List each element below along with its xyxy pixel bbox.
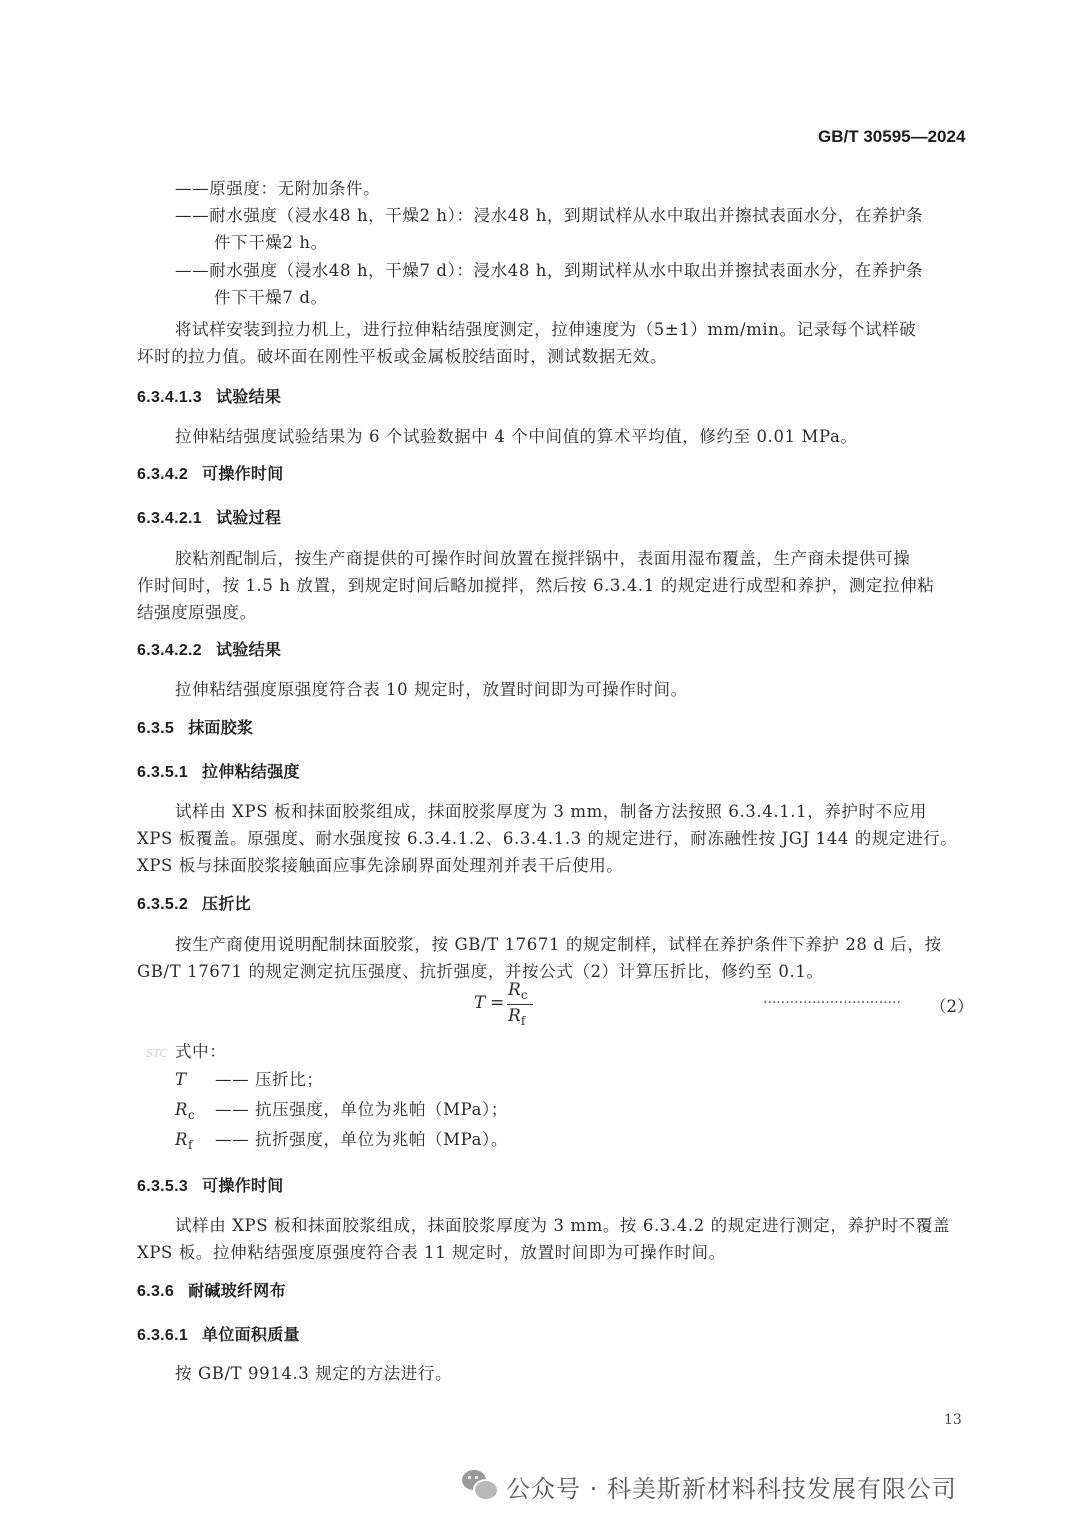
variable-description: —— 抗折强度，单位为兆帕（MPa）。 bbox=[215, 1130, 508, 1149]
paragraph-line: 拉伸粘结强度试验结果为 6 个试验数据中 4 个中间值的算术平均值，修约至 0.01 MPa。 bbox=[175, 427, 858, 446]
section-title: 抹面胶浆 bbox=[188, 720, 254, 737]
wechat-icon bbox=[462, 1470, 498, 1500]
section-number: 6.3.5 bbox=[137, 720, 175, 737]
section-number: 6.3.6.1 bbox=[137, 1327, 189, 1344]
formula-lhs: T bbox=[474, 993, 486, 1013]
paragraph-line: 胶粘剂配制后，按生产商提供的可操作时间放置在搅拌锅中，表面用湿布覆盖，生产商未提供可操 bbox=[175, 549, 911, 568]
section-heading bbox=[137, 505, 281, 528]
paragraph-line: XPS 板与抹面胶浆接触面应事先涂刷界面处理剂并表干后使用。 bbox=[137, 856, 624, 875]
section-title: 可操作时间 bbox=[202, 1178, 284, 1195]
list-item-continuation: 件下干燥2 h。 bbox=[214, 233, 328, 252]
variable-description: —— 压折比； bbox=[215, 1070, 324, 1089]
section-heading bbox=[137, 461, 284, 484]
list-item-continuation: 件下干燥7 d。 bbox=[214, 288, 328, 307]
section-heading bbox=[137, 891, 251, 914]
formula-fraction bbox=[507, 980, 537, 1030]
section-number: 6.3.6 bbox=[137, 1283, 175, 1300]
paragraph-line: 按生产商使用说明配制抹面胶浆，按 GB/T 17671 的规定制样，试样在养护条件下养护 28 d 后，按 bbox=[175, 935, 942, 954]
variable-symbol: $R_f$ bbox=[175, 1130, 194, 1152]
paragraph-line: 拉伸粘结强度原强度符合表 10 规定时，放置时间即为可操作时间。 bbox=[175, 680, 688, 699]
standard-code: GB/T 30595—2024 bbox=[818, 127, 966, 146]
watermark-logo: STC bbox=[146, 1047, 168, 1060]
paragraph-line: 坏时的拉力值。破坏面在刚性平板或金属板胶结面时，测试数据无效。 bbox=[137, 347, 668, 366]
list-item: ——耐水强度（浸水48 h，干燥7 d）：浸水48 h，到期试样从水中取出并擦拭表面水分，在养护条 bbox=[175, 261, 924, 280]
section-heading bbox=[137, 1278, 286, 1301]
paragraph-line: 将试样安装到拉力机上，进行拉伸粘结强度测定，拉伸速度为（5±1）mm/min。记录每个试样破 bbox=[175, 320, 917, 339]
numerator: $R_c$ bbox=[508, 980, 528, 1002]
list-item: ——耐水强度（浸水48 h，干燥2 h）：浸水48 h，到期试样从水中取出并擦拭表面水分，在养护条 bbox=[175, 206, 924, 225]
section-heading bbox=[137, 384, 281, 407]
section-number: 6.3.4.1.3 bbox=[137, 389, 202, 406]
section-number: 6.3.4.2.2 bbox=[137, 642, 202, 659]
section-title: 耐碱玻纤网布 bbox=[188, 1283, 286, 1300]
section-title: 单位面积质量 bbox=[202, 1327, 300, 1344]
variable-symbol: $R_c$ bbox=[175, 1100, 196, 1122]
variable-description: —— 抗压强度，单位为兆帕（MPa）； bbox=[215, 1100, 508, 1119]
paragraph-line: GB/T 17671 的规定测定抗压强度、抗折强度，并按公式（2）计算压折比，修约至 0.1。 bbox=[137, 962, 824, 981]
section-title: 拉伸粘结强度 bbox=[202, 764, 300, 781]
paragraph-line: 试样由 XPS 板和抹面胶浆组成，抹面胶浆厚度为 3 mm。按 6.3.4.2 的规定进行测定，养护时不覆盖 bbox=[175, 1216, 951, 1235]
paragraph-line: 按 GB/T 9914.3 规定的方法进行。 bbox=[175, 1364, 453, 1383]
section-heading bbox=[137, 759, 300, 782]
paragraph-line: XPS 板。拉伸粘结强度原强度符合表 11 规定时，放置时间即为可操作时间。 bbox=[137, 1243, 726, 1262]
formula-equals: = bbox=[490, 993, 505, 1013]
section-title: 压折比 bbox=[202, 896, 251, 913]
section-heading bbox=[137, 637, 281, 660]
variable-definition bbox=[175, 1126, 508, 1152]
section-title: 可操作时间 bbox=[202, 466, 284, 483]
footer-text: 公众号 · 科美斯新材料科技发展有限公司 bbox=[506, 1475, 957, 1503]
paragraph-line: XPS 板覆盖。原强度、耐水强度按 6.3.4.1.2、6.3.4.1.3 的规定进行，耐冻融性按 JGJ 144 的规定进行。 bbox=[137, 829, 958, 848]
section-number: 6.3.4.2 bbox=[137, 466, 189, 483]
page-number: 13 bbox=[944, 1412, 962, 1428]
section-title: 试验结果 bbox=[215, 642, 282, 659]
list-item: ——原强度：无附加条件。 bbox=[175, 179, 381, 198]
where-label: 式中： bbox=[175, 1042, 227, 1061]
section-title: 试验过程 bbox=[215, 510, 282, 527]
paragraph-line: 试样由 XPS 板和抹面胶浆组成，抹面胶浆厚度为 3 mm，制备方法按照 6.3.4.1.1，养护时不应用 bbox=[175, 802, 927, 821]
variable-definition bbox=[175, 1066, 323, 1092]
fraction-bar bbox=[507, 1004, 533, 1005]
paragraph-line: 作时间时，按 1.5 h 放置，到规定时间后略加搅拌，然后按 6.3.4.1 的规定进行成型和养护，测定拉伸粘 bbox=[137, 576, 935, 595]
variable-symbol: T bbox=[175, 1070, 187, 1089]
section-heading bbox=[137, 715, 253, 738]
section-number: 6.3.5.1 bbox=[137, 764, 189, 781]
section-heading bbox=[137, 1173, 284, 1196]
formula-leader-dots: ······························· bbox=[763, 995, 901, 1011]
paragraph-line: 结强度原强度。 bbox=[137, 603, 257, 622]
section-heading bbox=[137, 1322, 300, 1345]
section-title: 试验结果 bbox=[215, 389, 282, 406]
section-number: 6.3.4.2.1 bbox=[137, 510, 202, 527]
formula-number: （2） bbox=[930, 997, 974, 1016]
section-number: 6.3.5.2 bbox=[137, 896, 189, 913]
variable-definition bbox=[175, 1096, 508, 1122]
section-number: 6.3.5.3 bbox=[137, 1178, 189, 1195]
denominator: $R_f$ bbox=[508, 1006, 526, 1028]
